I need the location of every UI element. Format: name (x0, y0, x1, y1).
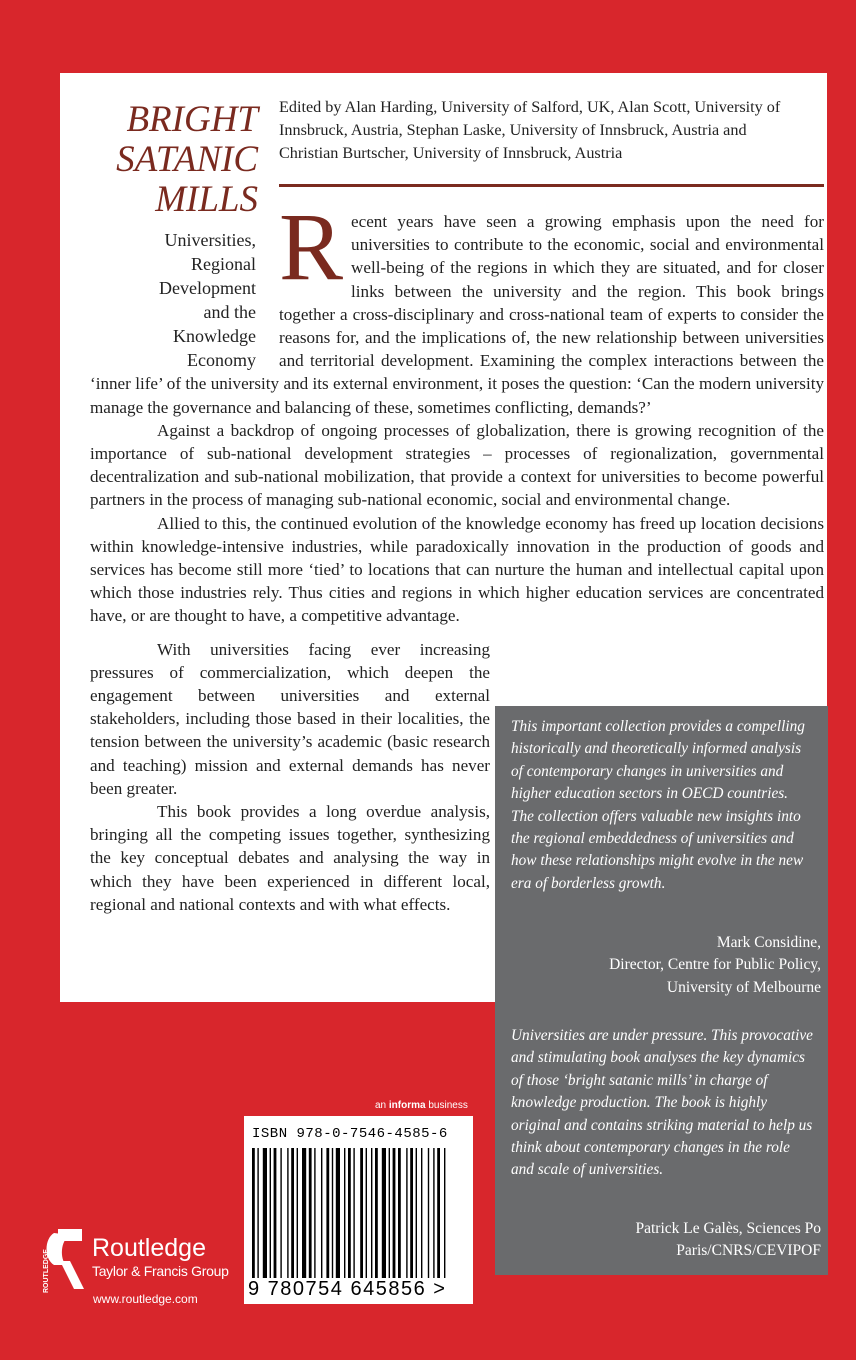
barcode-bar (344, 1148, 345, 1278)
barcode-bar (297, 1148, 298, 1278)
title-line: SATANIC (116, 139, 258, 180)
publisher-url[interactable]: www.routledge.com (93, 1292, 198, 1306)
barcode-bar (280, 1148, 281, 1278)
subtitle-line: Universities, (164, 230, 256, 250)
publisher-group: Taylor & Francis Group (92, 1263, 229, 1279)
barcode-bar (257, 1148, 258, 1278)
barcode-bar (263, 1148, 267, 1278)
subtitle-line: and the (203, 302, 256, 322)
publisher-brand (92, 1234, 229, 1280)
divider-rule (279, 184, 824, 187)
barcode-bar (302, 1148, 306, 1278)
barcode-bars (252, 1148, 464, 1282)
review-attribution-2: Patrick Le Galès, Sciences Po Paris/CNRS/CEVIPOF (635, 1220, 821, 1260)
barcode-bar (336, 1148, 340, 1278)
subtitle-line: Regional (191, 254, 256, 274)
isbn-barcode (244, 1116, 473, 1304)
publisher-name: Routledge (92, 1234, 206, 1262)
barcode-bar (252, 1148, 255, 1278)
barcode-bar (309, 1148, 312, 1278)
editors-credit: Edited by Alan Harding, University of Salford, UK, Alan Scott, University of Innsbruck, Austria, Stephan Laske, University of Innsbruck, Austria and Christian Burtscher, University of Innsbruck, Austria (279, 98, 781, 162)
blurb-paragraph-4: With universities facing ever increasing pressures of commercialization, which deepen the engagement between universities and external stakeholders, including those based in their localities, the tension between the university’s academic (basic research and teaching) mission and external demands has never been greater. (90, 639, 490, 798)
barcode-bar (393, 1148, 396, 1278)
barcode-bar (287, 1148, 288, 1278)
barcode-number: 9 780754 645856 > (248, 1278, 447, 1300)
blurb-paragraph-5: This book provides a long overdue analysis, bringing all the competing issues together, synthesizing the key conceptual debates and analysing the way in which they have been experienced in different local, regional and national contexts and with what effects. (90, 802, 490, 914)
logo-vertical-text: ROUTLEDGE (43, 1249, 50, 1293)
barcode-bar (416, 1148, 417, 1278)
barcode-bar (332, 1148, 333, 1278)
title-wrap-space (90, 210, 279, 372)
barcode-bar (382, 1148, 386, 1278)
title-line: BRIGHT (126, 99, 258, 140)
barcode-bar (348, 1148, 351, 1278)
informa-tagline: an informa business (375, 1100, 468, 1111)
barcode-bar (389, 1148, 390, 1278)
subtitle-line: Development (159, 278, 256, 298)
title-line: MILLS (155, 179, 258, 220)
blurb-paragraph-2: Against a backdrop of ongoing processes of globalization, there is growing recognition of the importance of sub-national development strategies – processes of regionalization, governmental decentralization and sub-national mobilization, that provide a context for universities to become powerful partners in the process of managing sub-national economic, social and environmental change. (90, 420, 824, 510)
barcode-bar (433, 1148, 434, 1278)
review-box (495, 706, 828, 1275)
review-attribution-1: Mark Considine, Director, Centre for Public Policy, University of Melbourne (609, 934, 821, 996)
blurb-paragraph-1: Recent years have seen a growing emphasis upon the need for universities to contribute to the economic, social and environmental well-being of the regions in which they are situated, and for closer links between the university and the region. This book brings together a cross-disciplinary and cross-national team of experts to consider the reasons for, and the implications of, the new relationship between universities and territorial development. Examining the complex interactions between the ‘inner life’ of the university and its external environment, it poses the question: ‘Can the modern university manage the governance and balancing of these, sometimes conflicting, demands?’ (90, 193, 824, 417)
book-title (62, 100, 258, 220)
review-quote-1: This important collection provides a compelling historically and theoretically informed analysis of contemporary changes in universities and higher education sectors in OECD countries. The collection offers valuable new insights into the regional embeddedness of universities and how these relationships might evolve in the new era of borderless growth. (511, 718, 805, 892)
barcode-bar (437, 1148, 440, 1278)
barcode-bar (406, 1148, 407, 1278)
barcode-bar (444, 1148, 445, 1278)
barcode-bar (421, 1148, 422, 1278)
barcode-bar (360, 1148, 363, 1278)
barcode-bar (398, 1148, 401, 1278)
barcode-bar (410, 1148, 413, 1278)
barcode-bar (375, 1148, 378, 1278)
barcode-bar (321, 1148, 322, 1278)
subtitle-line: Economy (187, 350, 256, 370)
subtitle-line: Knowledge (173, 326, 256, 346)
routledge-logo-icon (38, 1225, 86, 1295)
barcode-bar (314, 1148, 315, 1278)
barcode-bar (371, 1148, 372, 1278)
drop-cap: R (279, 193, 344, 300)
barcode-bar (291, 1148, 294, 1278)
barcode-bar (326, 1148, 329, 1278)
barcode-bar (428, 1148, 429, 1278)
isbn-label: ISBN 978-0-7546-4585-6 (252, 1126, 448, 1142)
review-quote-2: Universities are under pressure. This provocative and stimulating book analyses the key dynamics of those ‘bright satanic mills’ in charge of knowledge production. The book is highly original and contains striking material to help us think about contemporary changes in the role and scale of universities. (511, 1027, 813, 1179)
barcode-bar (366, 1148, 367, 1278)
blurb-paragraph-3: Allied to this, the continued evolution of the knowledge economy has freed up location decisions within knowledge-intensive industries, while paradoxically innovation in the production of goods and services has become still more ‘tied’ to locations that can nurture the human and intellectual capital upon which those industries rely. Thus cities and regions in which higher education services are concentrated have, or are thought to have, a competitive advantage. (90, 513, 824, 626)
barcode-bar (353, 1148, 354, 1278)
barcode-bar (274, 1148, 277, 1278)
barcode-bar (270, 1148, 271, 1278)
